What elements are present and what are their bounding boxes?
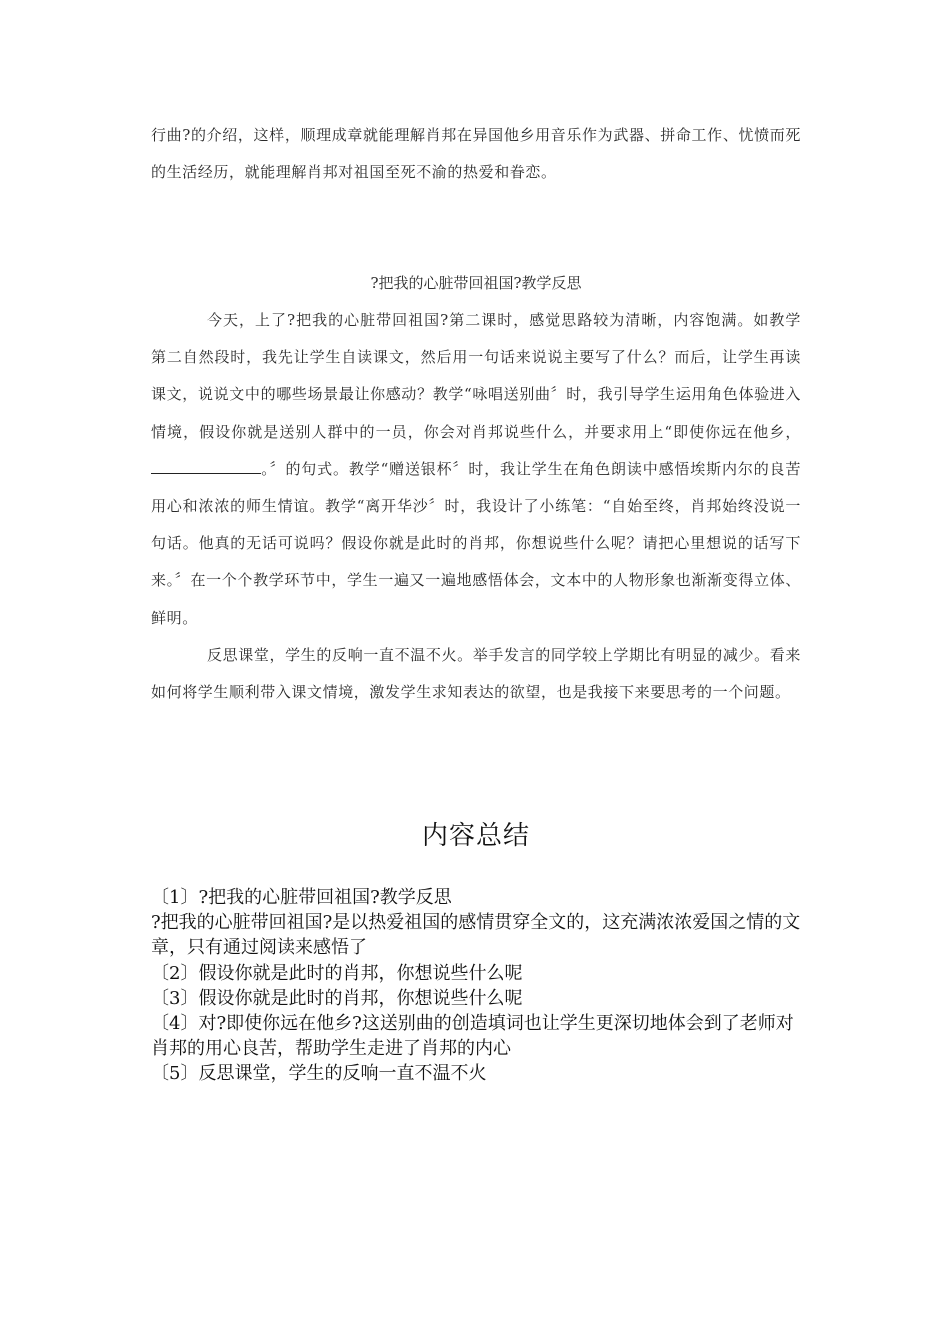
- summary-item: 〔4〕对?即使你远在他乡?这送别曲的创造填词也让学生更深切地体会到了老师对肖邦的用心良苦，帮助学生走进了肖邦的内心: [151, 1013, 794, 1060]
- summary-item: 〔1〕?把我的心脏带回祖国?教学反思: [151, 887, 452, 908]
- reflection-paragraph-1: [151, 302, 801, 637]
- summary-item: 〔3〕假设你就是此时的肖邦，你想说些什么呢: [151, 987, 523, 1009]
- paragraph-text-after-blank: 。〞的句式。教学“赠送银杯〞时，我让学生在角色朗读中感悟埃斯内尔的良苦用心和浓浓的师生情谊。教学“离开华沙〞时，我设计了小练笔：“自始至终，肖邦始终没说一句话。他真的无话可说吗？假设你就是此时的肖邦，你想说些什么呢？请把心里想说的话写下来。〞在一个个教学环节中，学生一遍又一遍地感悟体会，文本中的人物形象也渐渐变得立体、鲜明。: [151, 459, 801, 627]
- summary-title: 内容总结: [421, 821, 530, 851]
- intro-paragraph: 行曲?的介绍，这样，顺理成章就能理解肖邦在异国他乡用音乐作为武器、拼命工作、忧愤而死的生活经历，就能理解肖邦对祖国至死不渝的热爱和眷恋。: [151, 126, 801, 182]
- reflection-body: [151, 302, 801, 711]
- summary-list: [151, 885, 801, 1087]
- summary-item: 〔2〕假设你就是此时的肖邦，你想说些什么呢: [151, 962, 523, 984]
- paragraph-text-before-blank: 今天，上了?把我的心脏带回祖国?第二课时，感觉思路较为清晰，内容饱满。如教学第二自然段时，我先让学生自读课文，然后用一句话来说说主要写了什么？而后，让学生再读课文，说说文中的哪些场景最让你感动？教学“咏唱送别曲〞时，我引导学生运用角色体验进入情境，假设你就是送别人群中的一员，你会对肖邦说些什么，并要求用上“即使你远在他乡，: [151, 311, 801, 441]
- summary-item: 〔5〕反思课堂，学生的反响一直不温不火: [151, 1063, 487, 1085]
- summary-item: ?把我的心脏带回祖国?是以热爱祖国的感情贯穿全文的，这充满浓浓爱国之情的文章，只有通过阅读来感悟了: [151, 912, 801, 959]
- fill-in-blank-line: [151, 459, 261, 474]
- reflection-title: ?把我的心脏带回祖国?教学反思: [370, 274, 582, 292]
- reflection-paragraph-2: 反思课堂，学生的反响一直不温不火。举手发言的同学较上学期比有明显的减少。看来如何将学生顺利带入课文情境，激发学生求知表达的欲望，也是我接下来要思考的一个问题。: [151, 645, 801, 702]
